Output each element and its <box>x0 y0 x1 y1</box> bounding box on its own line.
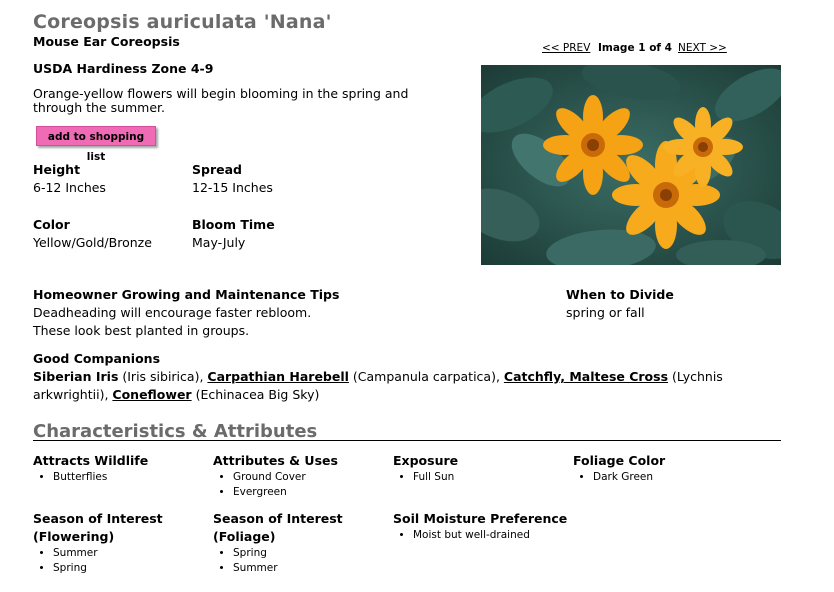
image-counter-prefix: Image <box>598 42 639 54</box>
height-label: Height <box>33 162 81 177</box>
characteristics-title: Characteristics & Attributes <box>33 421 318 442</box>
characteristics-divider <box>33 440 781 441</box>
list-item: • Dark Green <box>593 470 743 485</box>
season-flowering-list <box>33 546 203 576</box>
companion-siberian-iris: Siberian Iris <box>33 369 119 384</box>
prev-image-link[interactable] <box>542 42 590 54</box>
plant-photo <box>481 65 781 265</box>
list-item: • Summer <box>53 546 203 561</box>
hardiness-zone: USDA Hardiness Zone 4-9 <box>33 61 214 76</box>
list-item: • Summer <box>233 561 383 576</box>
list-item: • Moist but well-drained <box>413 528 593 543</box>
foliage-color-list <box>573 470 743 485</box>
soil-moisture-section <box>393 510 593 543</box>
season-foliage-heading: Season of Interest <box>213 511 343 526</box>
companion-link-coneflower[interactable]: Coneflower <box>112 387 192 402</box>
companion-link-catchfly[interactable]: Catchfly, Maltese Cross <box>503 369 669 384</box>
color-label: Color <box>33 217 70 232</box>
exposure-list <box>393 470 563 485</box>
companion-latin: (Campanula carpatica), <box>348 369 504 384</box>
list-item: • Evergreen <box>233 485 383 500</box>
tips-heading: Homeowner Growing and Maintenance Tips <box>33 287 340 302</box>
plant-description: Orange-yellow flowers will begin blooming in the spring and through the summer. <box>33 86 409 115</box>
companions-list <box>33 368 793 404</box>
attracts-wildlife-list <box>33 470 203 485</box>
companion-latin: (Lychnis arkwrightii), <box>33 369 723 402</box>
foliage-color-heading: Foliage Color <box>573 453 666 468</box>
plant-title: Coreopsis auriculata 'Nana' <box>33 11 332 33</box>
image-of: of <box>645 42 665 54</box>
spread-label: Spread <box>192 162 242 177</box>
attracts-wildlife-heading: Attracts Wildlife <box>33 453 149 468</box>
common-name: Mouse Ear Coreopsis <box>33 34 180 49</box>
tips-line-1: Deadheading will encourage faster rebloom. <box>33 305 312 320</box>
exposure-heading: Exposure <box>393 453 459 468</box>
season-flowering-section <box>33 510 203 576</box>
next-image-link[interactable] <box>678 42 727 54</box>
season-foliage-subheading: (Foliage) <box>213 529 276 544</box>
image-total: 4 <box>664 42 672 54</box>
spread-value: 12-15 Inches <box>192 180 273 195</box>
list-item: • Full Sun <box>413 470 563 485</box>
attracts-wildlife-section <box>33 452 203 485</box>
prev-image-label: << PREV <box>542 42 591 54</box>
soil-moisture-list <box>393 528 593 543</box>
attributes-uses-list <box>213 470 383 500</box>
next-image-label: NEXT >> <box>678 42 727 54</box>
list-item: • Ground Cover <box>233 470 383 485</box>
attributes-uses-heading: Attributes & Uses <box>213 453 338 468</box>
image-counter <box>598 42 672 54</box>
height-value: 6-12 Inches <box>33 180 106 195</box>
companion-latin: (Iris sibirica), <box>118 369 208 384</box>
soil-moisture-heading: Soil Moisture Preference <box>393 511 568 526</box>
bloom-time-value: May-July <box>192 235 246 250</box>
companions-heading: Good Companions <box>33 351 161 366</box>
season-foliage-list <box>213 546 383 576</box>
season-foliage-section <box>213 510 383 576</box>
companion-latin: (Echinacea Big Sky) <box>191 387 320 402</box>
tips-line-2: These look best planted in groups. <box>33 323 250 338</box>
color-value: Yellow/Gold/Bronze <box>33 235 152 250</box>
coreopsis-flower-image <box>481 65 781 265</box>
attributes-uses-section <box>213 452 383 500</box>
bloom-time-label: Bloom Time <box>192 217 275 232</box>
season-flowering-heading: Season of Interest <box>33 511 163 526</box>
companion-link-carpathian-harebell[interactable]: Carpathian Harebell <box>207 369 349 384</box>
exposure-section <box>393 452 563 485</box>
when-to-divide-heading: When to Divide <box>566 287 674 302</box>
list-item: • Butterflies <box>53 470 203 485</box>
when-to-divide-value: spring or fall <box>566 305 645 320</box>
image-current: 1 <box>638 42 646 54</box>
foliage-color-section <box>573 452 743 485</box>
add-to-shopping-list-button[interactable]: add to shopping list <box>36 126 156 146</box>
season-flowering-subheading: (Flowering) <box>33 529 115 544</box>
list-item: • Spring <box>53 561 203 576</box>
list-item: • Spring <box>233 546 383 561</box>
